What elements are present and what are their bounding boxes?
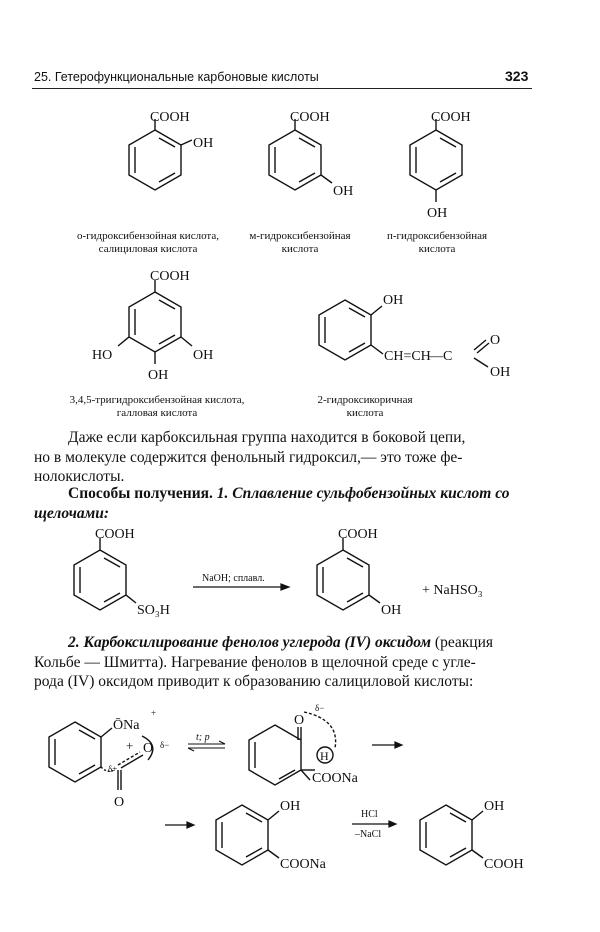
- kolbe-schmitt-mechanism: [0, 700, 600, 900]
- meta-hydroxybenzoic-product: [317, 538, 380, 610]
- oh-label: OH: [333, 184, 354, 199]
- oh-label: OH: [490, 365, 511, 380]
- nacl-label: –NaCl: [355, 829, 382, 840]
- coona-label: COONa: [280, 857, 326, 872]
- lead-in-arrow: [165, 822, 194, 828]
- cooh-label: COOH: [95, 527, 135, 542]
- cooh-label: COOH: [150, 269, 190, 284]
- oh-label: OH: [280, 799, 301, 814]
- plus-label: +: [126, 738, 134, 753]
- ortho-hydroxybenzoic-structure: [129, 119, 192, 190]
- methods-heading: Способы получения. 1. Сплавление сульфобензойных кислот со щелочами:: [34, 485, 510, 522]
- hcl-label: HCl: [361, 809, 378, 820]
- carbonyl-o-label: O: [490, 333, 501, 348]
- acidification-arrow: [352, 821, 396, 827]
- oh-label: OH: [148, 368, 169, 383]
- para-hydroxybenzoic-structure: [410, 119, 462, 202]
- hydroxybenzoic-acids-figure: [0, 95, 600, 225]
- running-header-title: 25. Гетерофункциональные карбоновые кислоты: [34, 70, 319, 84]
- ho-label: HO: [92, 348, 113, 363]
- co2-oxygen-label: O: [143, 741, 154, 756]
- oh-label: OH: [193, 136, 214, 151]
- ch-chain-tail-label: —C: [429, 349, 453, 364]
- byproduct-label: + NaHSO₃: [422, 583, 483, 598]
- ortho-caption: о-гидроксибензойная кислота, салициловая кислота: [77, 230, 219, 255]
- header-rule: [32, 88, 532, 89]
- delta-minus-label: δ−: [160, 740, 170, 750]
- gallic-caption: 3,4,5-тригидроксибензойная кислота, галловая кислота: [69, 394, 245, 419]
- sulfobenzoic-fusion-reaction: [0, 520, 600, 625]
- hydrogen-label: H: [320, 749, 329, 763]
- condition-tp-label: t; p: [196, 732, 210, 743]
- so3h-label: SO₃H: [137, 603, 170, 618]
- oh-label: OH: [484, 799, 505, 814]
- paragraph-side-chain: Даже если карбоксильная группа находится в боковой цепи, но в молекуле содержится фенольный гидроксил,— это тоже фе- нолокислоты.: [34, 429, 466, 485]
- gallic-acid-structure: [118, 280, 192, 364]
- cooh-label: COOH: [338, 527, 378, 542]
- cooh-label: COOH: [431, 110, 471, 125]
- intermediate-oxygen-label: O: [294, 713, 305, 728]
- delta-minus-label: δ−: [315, 703, 325, 713]
- para-caption: п-гидроксибензойная кислота: [386, 230, 488, 255]
- cooh-label: COOH: [150, 110, 190, 125]
- rearrangement-arrow: [372, 742, 402, 748]
- cinnamic-caption: 2-гидроксикоричная кислота: [317, 394, 413, 419]
- salicylic-acid-structure: [420, 805, 483, 865]
- reaction-arrow: [193, 584, 289, 590]
- gallic-cinnamic-figure: [0, 262, 600, 392]
- kolbe-schmitt-paragraph: 2. Карбоксилирование фенолов углерода (IV) оксидом (реакция Кольбе — Шмитта). Нагревание фенолов в щелочной среде с угле- рода (IV) оксидом приводит к образованию салициловой кислоты:: [34, 634, 494, 690]
- sodium-salicylate-structure: [216, 805, 279, 865]
- oh-label: OH: [427, 206, 448, 221]
- delta-plus-label: δ+: [108, 764, 118, 774]
- ch-chain-label: CH=CH: [384, 349, 431, 364]
- reaction-condition-label: NaOH; сплавл.: [202, 573, 265, 584]
- page-number: 323: [505, 68, 529, 84]
- sulfobenzoic-acid-structure: [74, 538, 136, 610]
- meta-caption: м-гидроксибензойная кислота: [249, 230, 351, 255]
- oh-label: OH: [383, 293, 404, 308]
- cooh-label: COOH: [290, 110, 330, 125]
- co2-oxygen-label: O: [114, 795, 125, 810]
- cooh-label: COOH: [484, 857, 524, 872]
- coona-label: COONa: [312, 771, 358, 786]
- meta-hydroxybenzoic-structure: [269, 119, 332, 190]
- oh-label: OH: [381, 603, 402, 618]
- plus-superscript: +: [151, 708, 157, 718]
- ona-label: ŌNa: [113, 718, 140, 733]
- oh-label: OH: [193, 348, 214, 363]
